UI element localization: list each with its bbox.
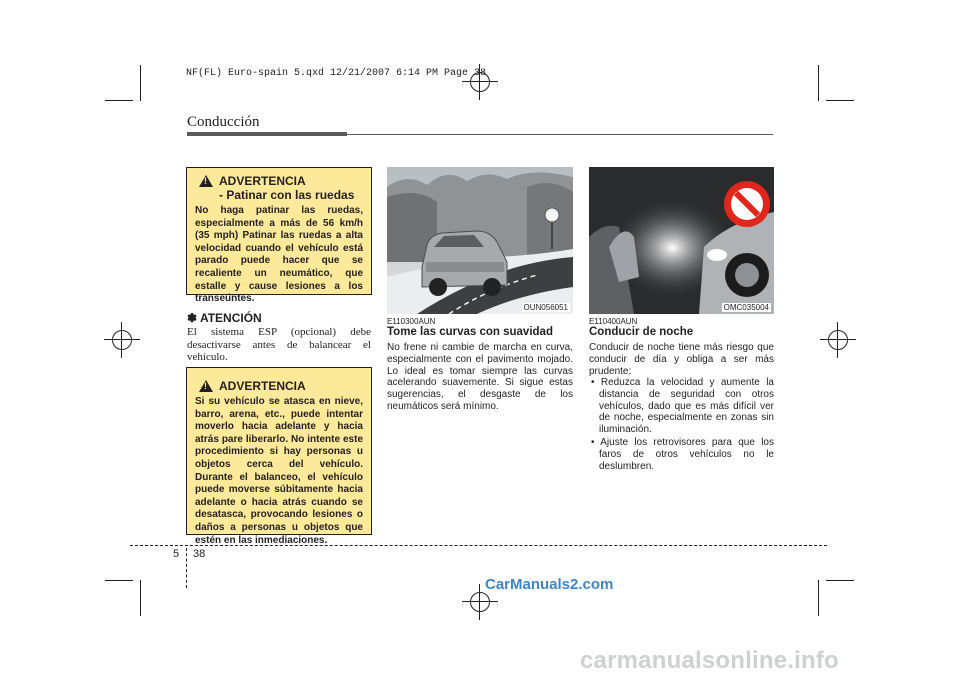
crop-mark (105, 100, 133, 101)
crop-mark (140, 580, 141, 616)
warning-box-rocking (186, 367, 372, 546)
page-number: 38 (193, 548, 206, 560)
footer-separator (186, 548, 187, 588)
warning-title: ADVERTENCIA (219, 379, 306, 393)
footer-rule (130, 545, 827, 546)
warning-triangle-icon (199, 175, 213, 187)
header-rule (187, 132, 347, 136)
curves-heading: Tome las curvas con suavidad (387, 326, 553, 338)
list-item: • Reduzca la velocidad y aumente la distancia de seguridad con otros vehículos, dado que es más difícil ver de noche, especialmente en zonas sin iluminación. (591, 377, 774, 436)
attention-body: El sistema ESP (opcional) debe desactivarse antes de balancear el vehículo. (187, 326, 371, 363)
registration-mark-icon (104, 322, 140, 358)
crop-mark (826, 580, 854, 581)
crop-mark (818, 65, 819, 101)
image-label: OMC035004 (723, 303, 769, 312)
warning-triangle-icon (199, 380, 213, 392)
curves-body: No frene ni cambie de marcha en curva, especialmente con el pavimento mojado. Lo ideal es tomar siempre las curvas acelerando suavemente. Si sigue estas sugerencias, el desgaste de los neumáticos será mínimo. (387, 342, 573, 412)
curve-road-photo (387, 167, 573, 314)
site-watermark: carmanualsonline.info (580, 647, 839, 674)
crop-mark (105, 580, 133, 581)
night-driving-photo (589, 167, 774, 314)
warning-body: No haga patinar las ruedas, especialmente a más de 56 km/h (35 mph) Patinar las ruedas a alta velocidad cuando el vehículo está parado puede hacer que se recaliente un neumático, que estalle y cause lesiones a los transeúntes. (195, 205, 363, 305)
attention-title: ✽ ATENCIÓN (187, 311, 262, 325)
header-rule-thin (347, 134, 773, 135)
warning-subtitle: - Patinar con las ruedas (219, 188, 355, 202)
warning-box-wheel-spin (186, 167, 372, 305)
list-item: • Ajuste los retrovisores para que los faros de otros vehículos no le deslumbren. (591, 436, 774, 472)
night-bullet-list (589, 377, 774, 473)
warning-title: ADVERTENCIA (219, 174, 306, 188)
crop-mark (826, 100, 854, 101)
warning-body: Si su vehículo se atasca en nieve, barro, arena, etc., puede intentar moverlo hacia adelante y hacia atrás pare liberarlo. No intente este procedimiento si hay personas u objetos cerca del vehículo. Durante el balanceo, el vehículo puede moverse súbitamente hacia adelante o hacia atrás cuando se desatasca, provocando lesiones o daños a personas u objetos que estén en las inmediaciones. (195, 396, 363, 546)
crop-mark (818, 580, 819, 616)
carmanuals-logo[interactable]: CarManuals2.com (485, 576, 614, 593)
section-code: E110300AUN (387, 317, 436, 326)
print-slug: NF(FL) Euro-spain 5.qxd 12/21/2007 6:14 PM Page 38 (186, 68, 487, 79)
night-body: Conducir de noche tiene más riesgo que conducir de día y obliga a ser más prudente: (589, 342, 774, 377)
crop-mark (140, 65, 141, 101)
section-title: Conducción (187, 114, 260, 130)
night-heading: Conducir de noche (589, 326, 694, 338)
night-headlight-illustration (589, 167, 774, 314)
registration-mark-icon (820, 322, 856, 358)
section-code: E110400AUN (589, 317, 638, 326)
winter-road-car-illustration (387, 167, 573, 314)
image-label: OUN056051 (523, 303, 568, 312)
section-number: 5 (173, 548, 180, 560)
